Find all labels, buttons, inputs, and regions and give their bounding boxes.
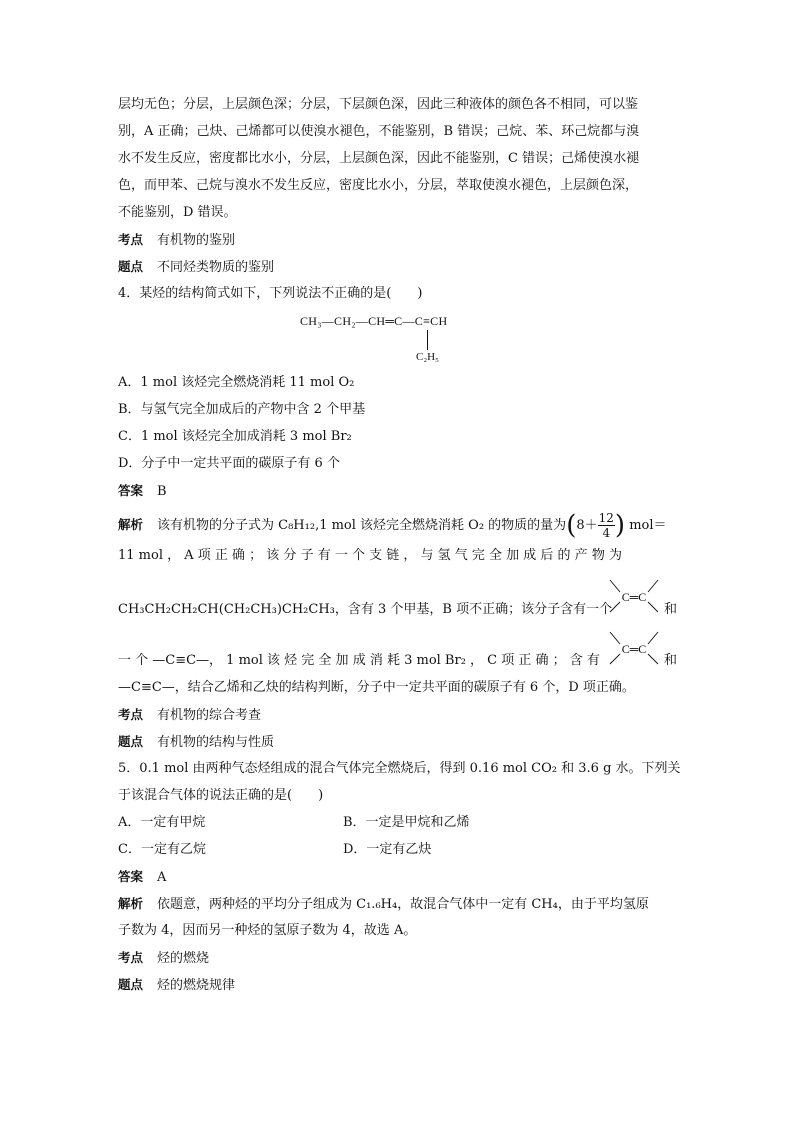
option-d: D．分子中一定共平面的碳原子有 6 个 bbox=[118, 456, 340, 471]
tidian-text: 不同烃类物质的鉴别 bbox=[157, 260, 275, 275]
question-4-stem: 4．某烃的结构简式如下，下列说法不正确的是( ) bbox=[118, 286, 423, 301]
tidian-row bbox=[118, 733, 274, 752]
analysis-row-2: 子数为 4，因而另一种烃的氢原子数为 4，故选 A。 bbox=[118, 923, 417, 938]
analysis-row-1 bbox=[118, 511, 667, 540]
structural-formula: CH₃—CH₂—CH═C—C≡CH bbox=[300, 314, 448, 328]
analysis-row-4: 一 个 —C≡C—， 1 mol 该 烃 完 全 加 成 消 耗 3 mol Br₂ ， C 项 正 确 ； 含 有 bbox=[118, 653, 600, 668]
option-c: C．1 mol 该烃完全加成消耗 3 mol Br₂ bbox=[118, 429, 352, 444]
cc-label: C═C bbox=[621, 590, 647, 604]
analysis-row-1 bbox=[118, 895, 649, 914]
answer-row bbox=[118, 482, 167, 501]
tidian-row bbox=[118, 976, 235, 995]
tidian-text: 烃的燃烧规律 bbox=[157, 978, 236, 993]
formula-branch: C₂H₅ bbox=[416, 351, 439, 363]
tidian-label: 题点 bbox=[118, 259, 144, 274]
answer-value: A bbox=[157, 870, 167, 885]
kaodian-label: 考点 bbox=[118, 950, 144, 965]
text-line: 色，而甲苯、己烷与溴水不发生反应，密度比水小，分层，萃取使溴水褪色，上层颜色深， bbox=[118, 178, 639, 193]
analysis-label: 解析 bbox=[118, 896, 144, 911]
tidian-label: 题点 bbox=[118, 977, 144, 992]
analysis-row-5: —C≡C—，结合乙烯和乙炔的结构判断，分子中一定共平面的碳原子有 6 个，D 项正确。 bbox=[118, 680, 635, 695]
tidian-text: 有机物的结构与性质 bbox=[157, 735, 275, 750]
question-5-stem: 于该混合气体的说法正确的是( ) bbox=[118, 788, 324, 803]
analysis-text: mol＝ bbox=[629, 518, 667, 533]
analysis-text: 该有机物的分子式为 C₈H₁₂,1 mol 该烃完全燃烧消耗 O₂ 的物质的量为 bbox=[157, 518, 567, 533]
option-b: B．一定是甲烷和乙烯 bbox=[343, 815, 470, 830]
fraction-denominator: 4 bbox=[602, 526, 611, 540]
text-line: 层均无色；分层，上层颜色深；分层，下层颜色深，因此三种液体的颜色各不相同，可以鉴 bbox=[118, 97, 639, 112]
fraction-numerator: 12 bbox=[598, 511, 614, 525]
analysis-label: 解析 bbox=[118, 517, 144, 532]
kaodian-text: 烃的燃烧 bbox=[157, 951, 210, 966]
option-a: A．一定有甲烷 bbox=[118, 815, 206, 830]
kaodian-text: 有机物的综合考查 bbox=[157, 708, 262, 723]
and-word: 和 bbox=[664, 653, 678, 668]
double-bond-diagram bbox=[606, 576, 662, 618]
fraction bbox=[598, 511, 615, 540]
kaodian-row bbox=[118, 706, 261, 725]
option-a: A．1 mol 该烃完全燃烧消耗 11 mol O₂ bbox=[118, 375, 355, 390]
formula-branch-bond bbox=[427, 330, 428, 350]
tidian-label: 题点 bbox=[118, 734, 144, 749]
answer-row bbox=[118, 868, 166, 887]
double-bond-diagram bbox=[606, 628, 662, 670]
answer-label: 答案 bbox=[118, 869, 144, 884]
tidian-row bbox=[118, 258, 274, 277]
text-line: 不能鉴别，D 错误。 bbox=[118, 205, 237, 220]
frac-whole: 8＋ bbox=[576, 518, 598, 533]
and-word: 和 bbox=[664, 602, 678, 617]
analysis-row-2: 11 mol ， A 项 正 确 ； 该 分 子 有 一 个 支 链 ， 与 氢 气 完 全 加 成 后 的 产 物 为 bbox=[118, 548, 622, 563]
kaodian-text: 有机物的鉴别 bbox=[157, 233, 236, 248]
left-paren: ( bbox=[566, 510, 577, 541]
question-5-stem: 5．0.1 mol 由两种气态烃组成的混合气体完全燃烧后，得到 0.16 mol CO₂ 和 3.6 g 水。下列关 bbox=[118, 761, 681, 776]
analysis-text: 依题意，两种烃的平均分子组成为 C₁.₆H₄，故混合气体中一定有 CH₄，由于平均氢原 bbox=[157, 897, 649, 912]
answer-label: 答案 bbox=[118, 483, 144, 498]
answer-value: B bbox=[157, 484, 167, 499]
right-paren: ) bbox=[614, 510, 626, 541]
text-line: 别，A 正确；己炔、己烯都可以使溴水褪色，不能鉴别，B 错误；己烷、苯、环己烷都与溴 bbox=[118, 124, 640, 139]
kaodian-row bbox=[118, 231, 235, 250]
text-line: 水不发生反应，密度都比水小，分层，上层颜色深，因此不能鉴别，C 错误；己烯使溴水褪 bbox=[118, 151, 640, 166]
analysis-row-3: CH₃CH₂CH₂CH(CH₂CH₃)CH₂CH₃，含有 3 个甲基，B 项不正确；该分子含有一个 bbox=[118, 602, 613, 617]
option-b: B．与氢气完全加成后的产物中含 2 个甲基 bbox=[118, 402, 366, 417]
kaodian-row bbox=[118, 949, 209, 968]
kaodian-label: 考点 bbox=[118, 707, 144, 722]
option-c: C．一定有乙烷 bbox=[118, 842, 206, 857]
cc-label: C═C bbox=[621, 642, 647, 656]
option-d: D．一定有乙炔 bbox=[343, 842, 432, 857]
kaodian-label: 考点 bbox=[118, 232, 144, 247]
